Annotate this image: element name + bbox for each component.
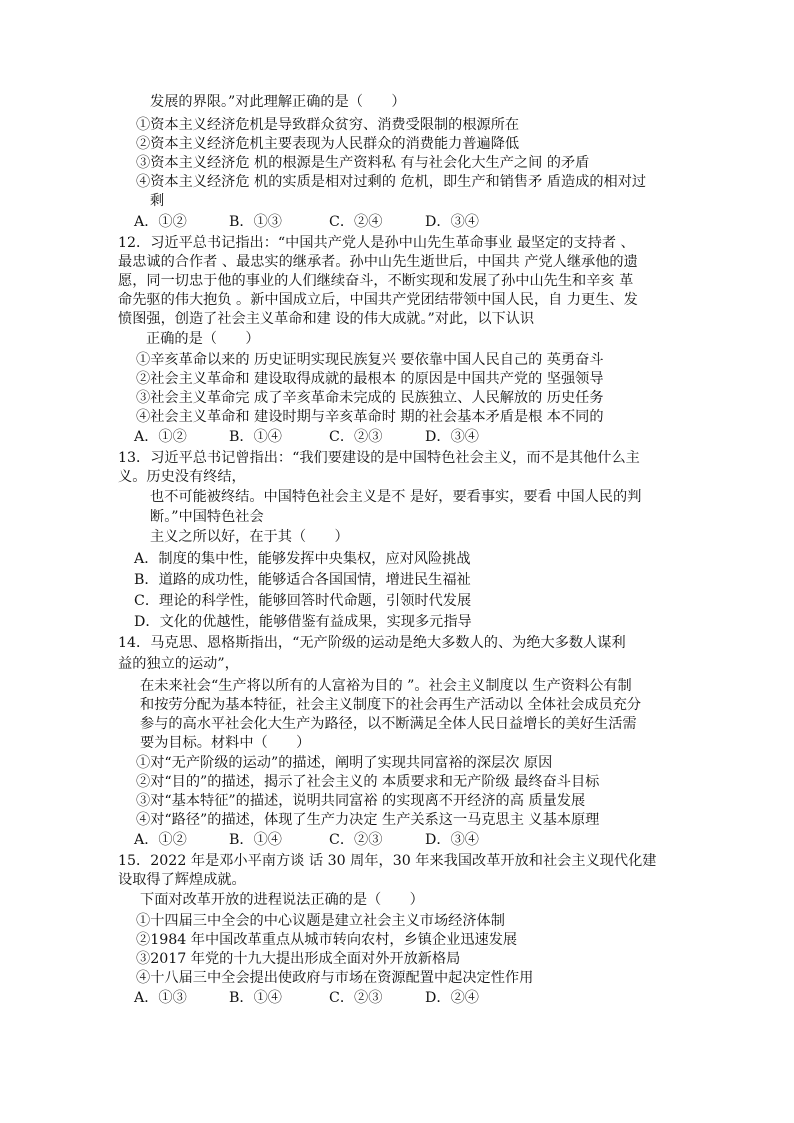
q11-item-3: ③资本主义经济危 机的根源是生产资料私 有与社会化大生产之间 的矛盾 <box>136 155 590 171</box>
q12-stem-line-6: 正确的是（ ） <box>146 331 260 347</box>
q14-stem-line-6: 要为目标。材料中（ ） <box>140 735 311 751</box>
q15-item-3: ③2017 年党的十九大提出形成全面对外开放新格局 <box>136 951 461 967</box>
q14-stem-line-4: 和按劳分配为基本特征，社会主义制度下的社会再生产活动以 全体社会成员充分 <box>140 697 642 713</box>
q14-item-4: ④对“路径”的描述，体现了生产力决定 生产关系这一马克思主 义基本原理 <box>136 812 600 828</box>
q13-option-d[interactable]: D．文化的优越性，能够借鉴有益成果，实现多元指导 <box>134 614 472 630</box>
q12-item-4: ④社会主义革命和 建设时期与辛亥革命时 期的社会基本矛盾是根 本不同的 <box>136 409 604 425</box>
q13-stem-line-3: 也不可能被终结。中国特色社会主义是不 是好，要看事实，要看 中国人民的判 <box>150 489 642 505</box>
q14-option-b[interactable]: B．①④ <box>229 832 282 848</box>
q14-item-2: ②对“目的”的描述，揭示了社会主义的 本质要求和无产阶级 最终奋斗目标 <box>136 774 600 790</box>
q15-options <box>134 989 494 1008</box>
q14-item-1: ①对“无产阶级的运动”的描述，阐明了实现共同富裕的深层次 原因 <box>136 755 553 771</box>
q11-options <box>134 213 494 232</box>
q11-stem-tail: 发展的界限。”对此理解正确的是（ ） <box>150 94 406 110</box>
q12-stem-line-4: 命先驱的伟大抱负 。新中国成立后，中国共产党团结带领中国人民，自 力更生、发 <box>118 292 638 308</box>
q12-stem-line-3: 愿，同一切忠于他的事业的人们继续奋斗，不断实现和发展了孙中山先生和辛亥 革 <box>118 273 634 289</box>
q15-stem-line-1: 15．2022 年是邓小平南方谈 话 30 周年，30 年来我国改革开放和社会主义现代化建 <box>118 853 657 869</box>
q12-item-2: ②社会主义革命和 建设取得成就的最根本 的原因是中国共产党的 坚强领导 <box>136 371 604 387</box>
q11-item-2: ②资本主义经济危机主要表现为人民群众的消费能力普遍降低 <box>136 136 520 152</box>
q15-option-d[interactable]: D．②④ <box>425 990 479 1006</box>
q13-option-a[interactable]: A．制度的集中性，能够发挥中央集权，应对风险挑战 <box>134 551 471 567</box>
q14-options <box>134 831 494 850</box>
q15-item-4: ④十八届三中全会提出使政府与市场在资源配置中起决定性作用 <box>136 970 534 986</box>
q12-stem-line-2: 最忠诚的合作者 、最忠实的继承者。孙中山先生逝世后，中国共 产党人继承他的遗 <box>118 254 638 270</box>
q12-option-d[interactable]: D．③④ <box>425 429 479 445</box>
q13-option-b[interactable]: B．道路的成功性，能够适合各国国情，增进民生福祉 <box>134 572 471 588</box>
q15-item-2: ②1984 年中国改革重点从城市转向农村，乡镇企业迅速发展 <box>136 932 518 948</box>
q11-option-d[interactable]: D．③④ <box>425 214 479 230</box>
q12-item-1: ①辛亥革命以来的 历史证明实现民族复兴 要依靠中国人民自己的 英勇奋斗 <box>136 352 604 368</box>
q11-option-c[interactable]: C．②④ <box>329 214 383 230</box>
q12-stem-line-5: 愤图强，创造了社会主义革命和建 设的伟大成就。”对此，以下认识 <box>118 311 535 327</box>
q13-option-c[interactable]: C．理论的科学性，能够回答时代命题，引领时代发展 <box>134 593 472 609</box>
q12-option-a[interactable]: A．①② <box>134 429 187 445</box>
q14-option-a[interactable]: A．①② <box>134 832 187 848</box>
q12-options <box>134 428 494 447</box>
q12-stem-line-1: 12．习近平总书记指出：“中国共产党人是孙中山先生革命事业 最坚定的支持者 、 <box>118 235 635 251</box>
q12-option-c[interactable]: C．②③ <box>329 429 383 445</box>
q15-item-1: ①十四届三中全会的中心议题是建立社会主义市场经济体制 <box>136 913 505 929</box>
q15-option-a[interactable]: A．①③ <box>134 990 187 1006</box>
q11-item-4-cont: 剩 <box>150 193 165 209</box>
q13-stem-line-2: 义。历史没有终结， <box>118 469 246 485</box>
q14-stem-line-1: 14．马克思、恩格斯指出，“无产阶级的运动是绝大多数人的、为绝大多数人谋利 <box>118 635 626 651</box>
q14-item-3: ③对“基本特征”的描述，说明共同富裕 的实现离不开经济的高 质量发展 <box>136 793 586 809</box>
q15-stem-line-2: 设取得了辉煌成就。 <box>118 872 246 888</box>
q13-stem-line-5: 主义之所以好，在于其（ ） <box>150 529 349 545</box>
q11-item-1: ①资本主义经济危机是导致群众贫穷、消费受限制的根源所在 <box>136 117 520 133</box>
q12-item-3: ③社会主义革命完 成了辛亥革命未完成的 民族独立、人民解放的 历史任务 <box>136 390 604 406</box>
q11-option-b[interactable]: B．①③ <box>229 214 282 230</box>
q11-item-4: ④资本主义经济危 机的实质是相对过剩的 危机，即生产和销售矛 盾造成的相对过 <box>136 174 647 190</box>
q15-option-b[interactable]: B．①④ <box>229 990 282 1006</box>
q14-stem-line-3: 在未来社会“生产将以所有的人富裕为目的 ”。社会主义制度以 生产资料公有制 <box>140 678 632 694</box>
q14-stem-line-5: 参与的高水平社会化大生产为路径，以不断满足全体人民日益增长的美好生活需 <box>140 716 637 732</box>
q13-stem-line-1: 13．习近平总书记曾指出：“我们要建设的是中国特色社会主义，而不是其他什么主 <box>118 450 640 466</box>
q14-option-d[interactable]: D．③④ <box>425 832 479 848</box>
q12-option-b[interactable]: B．①④ <box>229 429 282 445</box>
q11-option-a[interactable]: A．①② <box>134 214 187 230</box>
q15-stem-line-3: 下面对改革开放的进程说法正确的是（ ） <box>140 892 424 908</box>
q14-stem-line-2: 益的独立的运动”， <box>118 656 239 672</box>
q14-option-c[interactable]: C．②③ <box>329 832 383 848</box>
q15-option-c[interactable]: C．②③ <box>329 990 383 1006</box>
q13-stem-line-4: 断。”中国特色社会 <box>150 509 264 525</box>
